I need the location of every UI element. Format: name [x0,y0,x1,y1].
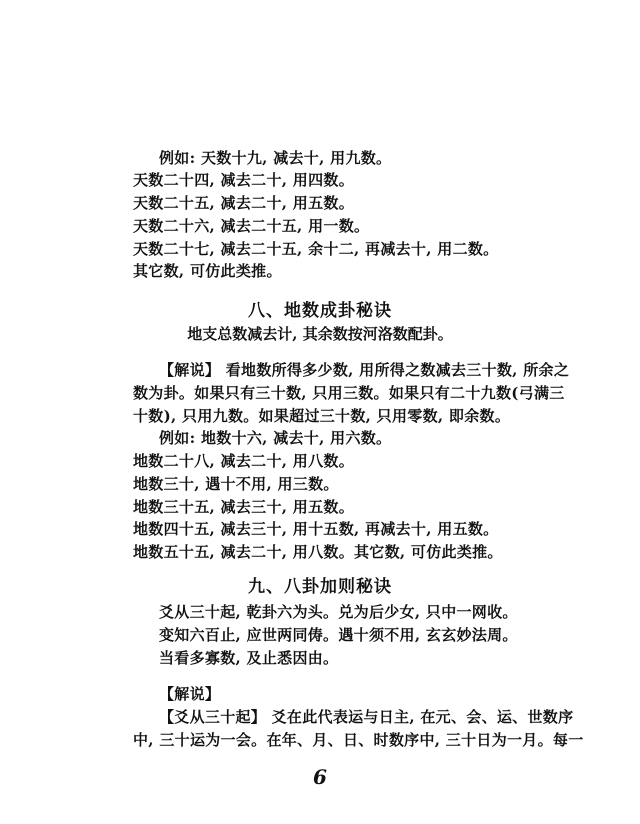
explanation-line: 中, 三十运为一会。在年、月、日、时数序中, 三十日为一月。每一 [133,731,584,749]
example-line: 例如: 天数十九, 减去十, 用九数。 [159,149,392,167]
explanation-line: 十数), 只用九数。如果超过三十数, 只用零数, 即余数。 [133,407,511,425]
example-line: 其它数, 可仿此类推。 [133,262,282,280]
example-line: 例如: 地数十六, 减去十, 用六数。 [159,429,392,447]
page-number: 6 [313,765,327,789]
explanation-line: 【爻从三十起】 爻在此代表运与日主, 在元、会、运、世数序 [159,708,574,726]
example-line: 地数五十五, 减去二十, 用八数。其它数, 可仿此类推。 [133,543,503,561]
example-line: 地数四十五, 减去三十, 用十五数, 再减去十, 用五数。 [133,520,499,538]
example-line: 天数二十七, 减去二十五, 余十二, 再减去十, 用二数。 [133,240,499,258]
explanation-label: 【解说】 [159,685,221,703]
section-heading: 八、地数成卦秘诀 [248,301,392,321]
section-heading: 九、八卦加则秘诀 [248,577,392,597]
example-line: 天数二十五, 减去二十, 用五数。 [133,194,354,212]
example-line: 天数二十四, 减去二十, 用四数。 [133,171,354,189]
explanation-line: 【解说】 看地数所得多少数, 用所得之数减去三十数, 所余之 [159,361,570,379]
example-line: 地数三十五, 减去三十, 用五数。 [133,498,354,516]
verse-line: 变知六百止, 应世两同俦。遇十须不用, 玄玄妙法周。 [159,626,518,644]
verse-line: 爻从三十起, 乾卦六为头。兑为后少女, 只中一网收。 [159,603,518,621]
example-line: 地数二十八, 减去二十, 用八数。 [133,452,354,470]
explanation-line: 数为卦。如果只有三十数, 只用三数。如果只有二十九数(弓满三 [133,384,565,402]
example-line: 天数二十六, 减去二十五, 用一数。 [133,217,370,235]
verse-line: 当看多寡数, 及止悉因由。 [159,649,339,667]
example-line: 地数三十, 遇十不用, 用三数。 [133,475,339,493]
section-subheading: 地支总数减去计, 其余数按河洛数配卦。 [187,325,453,343]
